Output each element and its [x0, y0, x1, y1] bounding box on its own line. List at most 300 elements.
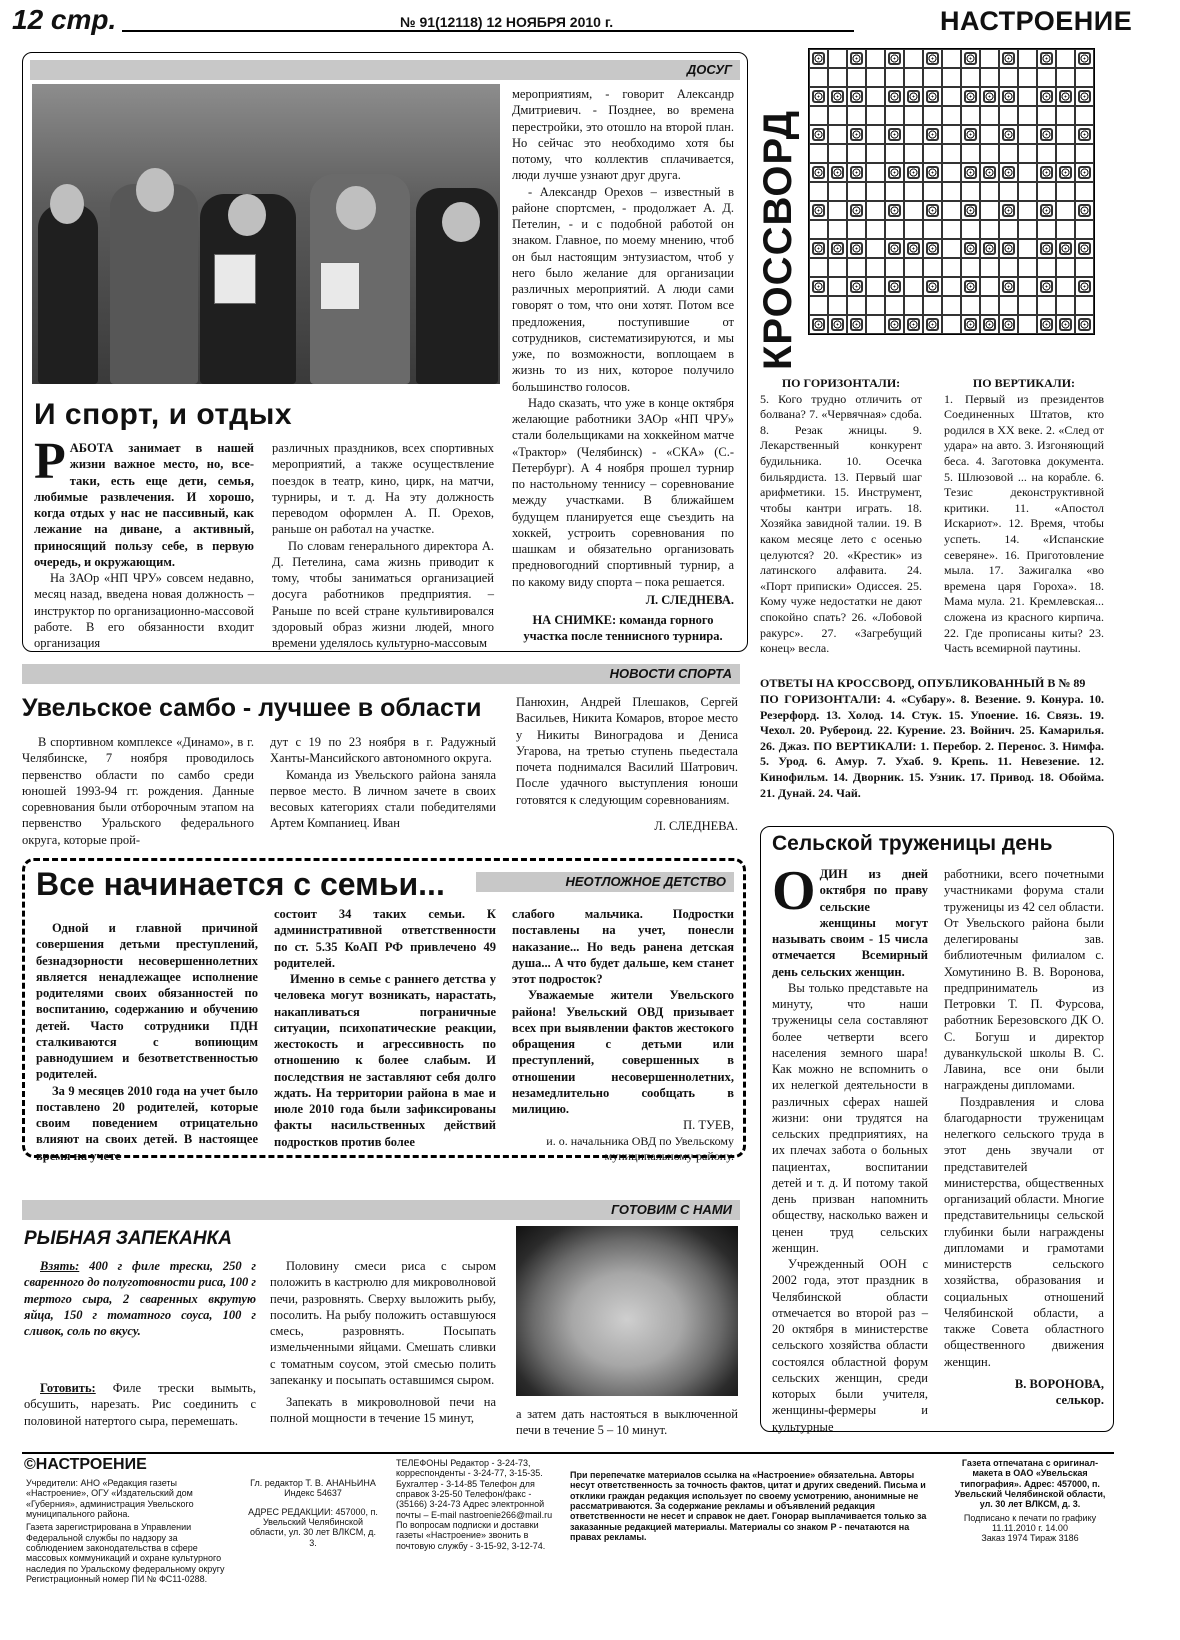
answers-text: ПО ГОРИЗОНТАЛИ: 4. «Субару». 8. Везение. 9. Конура. 10. Резерфорд. 13. Холод. 14. Стук. 15. Упоение. 16. Связь. 19. Чехол. 20. Рубероид. 22. Курение. 23. Войнич. 25. Камарилья. 26. Джаз. ПО ВЕРТИКАЛИ: 1. Перебор. 2. Перенос. 3. Нимфа. 5. Урод. 6. Амур. 7. Ухаб. 9. Крепь. 11. Невезение. 12. Кинофильм. 14. Дворник. 15. Узник. 17. Привод. 18. Обойма. 21. Дунай. 24. Чай.: [760, 692, 1104, 800]
article-column: [512, 86, 734, 645]
crossword-block: [999, 87, 1018, 106]
crossword-cell: [961, 258, 980, 277]
crossword-cell: [847, 144, 866, 163]
crossword-cell: [980, 182, 999, 201]
crossword-cell: [923, 106, 942, 125]
footer-logo: ©НАСТРОЕНИЕ: [24, 1456, 147, 1473]
recipe-column: [270, 1258, 496, 1427]
crossword-block: [1056, 239, 1075, 258]
registration: Газета зарегистрирована в Управлении Федеральной службы по надзору за соблюдением законодательства в сфере массовых коммуникаций и охране культурного наследия по Уральскому федеральному округу: [26, 1522, 225, 1574]
crossword-block: [1037, 239, 1056, 258]
crossword-block: [847, 201, 866, 220]
crossword-cell: [904, 277, 923, 296]
crossword-cell: [1056, 144, 1075, 163]
crossword-block: [999, 125, 1018, 144]
crossword-block: [923, 49, 942, 68]
crossword-cell: [1018, 163, 1037, 182]
crossword-cell: [980, 296, 999, 315]
crossword-cell: [847, 258, 866, 277]
paragraph: Поздравления и слова благодарности труженицам нелегкого сельского труда в этот день звучали от представителей министерства, общественных организаций области. Многие представительницы сельской глубинки были награждены дипломами и грамотами министерств сельского хозяйства, образования и социальных отношений Челябинской области, а также Совета областного общественного движения женщин.: [944, 1094, 1104, 1369]
crossword-cell: [809, 144, 828, 163]
crossword-block: [809, 125, 828, 144]
crossword-cell: [885, 106, 904, 125]
paragraph: Запекать в микроволновой печи на полной мощности в течение 15 минут,: [270, 1395, 496, 1426]
crossword-cell: [847, 296, 866, 315]
crossword-block: [980, 239, 999, 258]
crossword-cell: [866, 315, 885, 334]
down-clues: 1. Первый из президентов Соединенных Штатов, кто родился в XX веке. 2. «След от удара» на авто. 3. Изгоняющий беса. 4. Заготовка документа. 5. Шлюзовой ... на корабле. 6. Тезис деконструктивной критики. 11. «Апостол Искариот». 12. Время, чтобы успеть. 14. «Испанские северяне». 16. Приготовление мыла. 17. Зажигалка «во времена царя Гороха». 18. Мама мула. 21. Кремлевская... сложена из красного кирпича. 22. Где прописаны киты? 23. Часть всемирной паутины.: [944, 391, 1104, 656]
crossword-cell: [828, 182, 847, 201]
crossword-block: [1075, 87, 1094, 106]
crossword-cell: [809, 106, 828, 125]
rubric-urgent-childhood: НЕОТЛОЖНОЕ ДЕТСТВО: [476, 872, 734, 892]
crossword-cell: [942, 87, 961, 106]
crossword-cell: [904, 68, 923, 87]
crossword-cell: [999, 220, 1018, 239]
crossword-block: [809, 201, 828, 220]
crossword-cell: [961, 144, 980, 163]
article-lead: [34, 433, 254, 651]
crossword-block: [885, 277, 904, 296]
crossword-cell: [866, 277, 885, 296]
author-position: селькор.: [1055, 1393, 1104, 1407]
registration-number: Регистрационный номер ПИ № ФС11-0288.: [26, 1574, 208, 1585]
crossword-block: [961, 315, 980, 334]
crossword-down: [944, 376, 1104, 657]
crossword-block: [1075, 201, 1094, 220]
crossword-cell: [809, 68, 828, 87]
crossword-cell: [942, 220, 961, 239]
crossword-block: [809, 87, 828, 106]
person-head: [136, 168, 174, 212]
crossword-block: [885, 315, 904, 334]
crossword-block: [923, 315, 942, 334]
crossword-cell: [942, 49, 961, 68]
crossword-cell: [923, 68, 942, 87]
printer: Газета отпечатана с оригинал-макета в ОАО «Увельская типография». Адрес: 457000, п. Увельский Челябинской области, ул. 30 лет ВЛКСМ, д. 3.: [954, 1458, 1106, 1510]
paragraph: слабого мальчика. Подростки поставлены на учет, понесли наказание... Но ведь ранена детская душа... А что будет дальше, кем станет этот подросток?: [512, 907, 734, 986]
sambo-column: [270, 734, 496, 832]
crossword-block: [1075, 49, 1094, 68]
crossword-cell: [980, 277, 999, 296]
crossword-cell: [961, 220, 980, 239]
crossword-cell: [980, 220, 999, 239]
crossword-block: [904, 87, 923, 106]
paragraph: Учрежденный ООН с 2002 года, этот праздник в Челябинской области отмечается во второй раз – 20 октября в министерстве сельского хозяйства области состоялся областной форум сельских женщин, среди которых были учителя, женщины-фермеры и культурные: [772, 1257, 928, 1434]
dropcap: О: [772, 860, 816, 922]
crossword-cell: [885, 144, 904, 163]
crossword-block: [961, 239, 980, 258]
crossword-cell: [828, 144, 847, 163]
author: П. ТУЕВ,: [683, 1118, 734, 1133]
author: В. ВОРОНОВА,: [1014, 1376, 1104, 1391]
footer-notes: При перепечатке материалов ссылка на «Настроение» обязательна. Авторы несут ответственность за точность фактов, цитат и других сведений. Письма и отклики граждан редакция использует по своему усмотрению, анонимные не рассматриваются. За содержание рекламы и объявлений редакция ответственности не несет и справок не дает. Гонорар выплачивается только за заказанные редакцией материалы. Материалы со знаком Р - печатаются на правах рекламы.: [570, 1470, 927, 1543]
crossword-block: [999, 277, 1018, 296]
women-column: [944, 866, 1104, 1408]
rubric-dosug: ДОСУГ: [30, 60, 740, 80]
address: АДРЕС РЕДАКЦИИ: 457000, п. Увельский Челябинской области, ул. 30 лет ВЛКСМ, д. 3.: [248, 1506, 378, 1548]
crossword-block: [923, 163, 942, 182]
crossword-cell: [866, 258, 885, 277]
family-title: Все начинается с семьи...: [36, 866, 445, 902]
crossword-cell: [942, 296, 961, 315]
paragraph: дут с 19 по 23 ноября в г. Радужный Ханты-Мансийского автономного округа.: [270, 735, 496, 766]
photo-caption: НА СНИМКЕ: команда горного участка после теннисного турнира.: [523, 613, 723, 644]
crossword-block: [828, 239, 847, 258]
recipe-title: РЫБНАЯ ЗАПЕКАНКА: [24, 1228, 233, 1249]
crossword-block: [999, 201, 1018, 220]
crossword-cell: [1037, 258, 1056, 277]
crossword-block: [885, 239, 904, 258]
crossword-cell: [1056, 258, 1075, 277]
crossword-cell: [980, 125, 999, 144]
crossword-block: [885, 125, 904, 144]
crossword-cell: [999, 296, 1018, 315]
crossword-cell: [923, 144, 942, 163]
crossword-cell: [942, 125, 961, 144]
crossword-block: [828, 163, 847, 182]
crossword-block: [904, 315, 923, 334]
crossword-cell: [980, 144, 999, 163]
crossword-block: [961, 163, 980, 182]
crossword-block: [980, 87, 999, 106]
take-text: 400 г филе трески, 250 г сваренного до полуготовности риса, 100 г тертого сыра, 2 сваренных вкрутую яйца, 150 г томатного соуса, 100 г сливок, соль по вкусу.: [24, 1259, 256, 1338]
recipe-column: а затем дать настояться в выключенной печи в течение 5 – 10 минут.: [516, 1407, 738, 1438]
crossword-block: [828, 315, 847, 334]
crossword-cell: [866, 68, 885, 87]
paragraph: Вы только представьте на минуту, что наши труженицы села составляют более четверти всего населения земного шара! Как можно не вспомнить о их нелегкой деятельности в различных сферах нашей жизни: они трудятся на сельских предприятиях, на их плечах забота о больных пациентах, воспитании детей и т. д. И потому такой день призван напомнить обществу, насколько важен и ценен труд сельских женщин.: [772, 980, 928, 1255]
crossword-cell: [1056, 182, 1075, 201]
crossword-block: [885, 163, 904, 182]
crossword-block: [809, 277, 828, 296]
index: Индекс 54637: [284, 1488, 342, 1499]
crossword-block: [1037, 201, 1056, 220]
crossword-block: [847, 125, 866, 144]
crossword-block: [1037, 49, 1056, 68]
lead-text: АБОТА занимает в нашей жизни важное место, но, все-таки, есть еще дети, семья, любимые развлечения. И хорошо, когда отдых у нас не пассивный, как лежание на диване, а активный, приносящий пользу себе, в первую очередь, и окружающим.: [34, 441, 254, 569]
crossword-cell: [1018, 258, 1037, 277]
family-column: [274, 906, 496, 1150]
crossword-cell: [866, 201, 885, 220]
crossword-block: [923, 277, 942, 296]
crossword-cell: [1037, 144, 1056, 163]
crossword-block: [923, 239, 942, 258]
crossword-cell: [1037, 68, 1056, 87]
across-title: ПО ГОРИЗОНТАЛИ:: [781, 376, 901, 390]
crossword-cell: [904, 125, 923, 144]
crossword-block: [1075, 239, 1094, 258]
crossword-cell: [847, 68, 866, 87]
crossword-cell: [999, 106, 1018, 125]
crossword-cell: [1018, 277, 1037, 296]
crossword-cell: [1075, 258, 1094, 277]
crossword-block: [980, 163, 999, 182]
person-head: [336, 186, 376, 230]
crossword-block: [1037, 125, 1056, 144]
crossword-cell: [1075, 182, 1094, 201]
crossword-cell: [980, 106, 999, 125]
crossword-cell: [1018, 201, 1037, 220]
crossword-cell: [828, 68, 847, 87]
crossword-block: [999, 315, 1018, 334]
crossword-cell: [942, 315, 961, 334]
crossword-cell: [904, 49, 923, 68]
crossword-cell: [904, 182, 923, 201]
footer-phones: ТЕЛЕФОНЫ Редактор - 3-24-73, корреспонденты - 3-24-77, 3-15-35. Бухгалтер - 3-14-85 Телефон для справок 3-25-50 Телефон/факс - (35166) 3-24-73 Адрес электронной почты – E-mail nastroenie266@mail.ru По вопросам подписки и доставки газеты «Настроение» звонить в почтовую службу - 3-15-92, 3-12-74.: [396, 1458, 553, 1551]
crossword-block: [1075, 163, 1094, 182]
crossword-cell: [847, 106, 866, 125]
sambo-column: В спортивном комплексе «Динамо», в г. Челябинске, 7 ноября проводилось первенство области по самбо среди юношей 1993-94 гг. рождения. Данные соревнования были отборочным этапом на первенство Уральского федерального округа, которые прой-: [22, 735, 254, 847]
order: Заказ 1974 Тираж 3186: [981, 1533, 1079, 1544]
crossword-block: [1037, 163, 1056, 182]
crossword-block: [847, 239, 866, 258]
crossword-cell: [1075, 106, 1094, 125]
crossword-block: [904, 239, 923, 258]
crossword-cell: [961, 68, 980, 87]
newspaper-brand: НАСТРОЕНИЕ: [940, 6, 1133, 36]
answers-title: ОТВЕТЫ НА КРОССВОРД, ОПУБЛИКОВАННЫЙ В № 89: [760, 676, 1086, 690]
family-column: [512, 906, 734, 1165]
crossword-block: [961, 201, 980, 220]
paragraph: Уважаемые жители Увельского района! Увельский ОВД призывает всех при выявлении фактов жестокого обращения с детьми или преступлений, совершенных в отношении несовершеннолетних, незамедлительно сообщать в милицию.: [512, 988, 734, 1116]
crossword-block: [828, 87, 847, 106]
paragraph: состоит 34 таких семьи. К административной ответственности по ст. 5.35 КоАП РФ привлечено 49 родителей.: [274, 907, 496, 970]
crossword-cell: [828, 106, 847, 125]
crossword-block: [1075, 125, 1094, 144]
crossword-cell: [942, 201, 961, 220]
crossword-cell: [942, 258, 961, 277]
person-head: [50, 184, 84, 224]
paragraph: По словам генерального директора А. Д. Петелина, сама жизнь приводит к тому, чтобы заниматься организацией досуга работников предприятия. – Раньше по всей стране культивировался здоровый образ жизни людей, много времени уделялось культурно-массовым: [272, 538, 494, 650]
crossword-cell: [847, 182, 866, 201]
crossword-cell: [1018, 182, 1037, 201]
crossword-block: [999, 49, 1018, 68]
header-rule: [122, 30, 854, 32]
footer-print: [950, 1458, 1110, 1544]
crossword-cell: [809, 220, 828, 239]
crossword-cell: [1075, 296, 1094, 315]
crossword-block: [1056, 315, 1075, 334]
crossword-cell: [923, 258, 942, 277]
crossword-cell: [904, 144, 923, 163]
crossword-cell: [828, 125, 847, 144]
crossword-cell: [942, 144, 961, 163]
crossword-cell: [866, 220, 885, 239]
crossword-block: [1037, 277, 1056, 296]
crossword-cell: [999, 258, 1018, 277]
crossword-cell: [980, 258, 999, 277]
crossword-cell: [923, 296, 942, 315]
crossword-across: [760, 376, 922, 657]
crossword-block: [923, 87, 942, 106]
crossword-cell: [1056, 49, 1075, 68]
crossword-cell: [885, 182, 904, 201]
paragraph: Панюхин, Андрей Плешаков, Сергей Васильев, Никита Комаров, второе место у Никиты Виноградова и Дениса Угарова, на третью ступень пьедестала почета поднимался Василий Шатрович. После удачного выступления юноши готовятся к следующим соревнованиям.: [516, 695, 738, 807]
crossword-cell: [1075, 144, 1094, 163]
crossword-cell: [809, 258, 828, 277]
crossword-cell: [1018, 87, 1037, 106]
crossword-cell: [866, 125, 885, 144]
crossword-cell: [885, 258, 904, 277]
crossword-cell: [904, 296, 923, 315]
crossword-cell: [1075, 220, 1094, 239]
crossword-block: [980, 315, 999, 334]
author: Л. СЛЕДНЕВА.: [645, 592, 734, 607]
crossword-cell: [1037, 220, 1056, 239]
crossword-cell: [1018, 125, 1037, 144]
crossword-cell: [999, 68, 1018, 87]
footer-founders: [26, 1478, 236, 1584]
crossword-block: [847, 49, 866, 68]
crossword-cell: [980, 68, 999, 87]
rubric-sport-news: НОВОСТИ СПОРТА: [22, 664, 740, 684]
crossword-block: [961, 49, 980, 68]
paragraph: - Александр Орехов – известный в районе спортсмен, - продолжает А. Д. Петелин, - и с подобной работой он знаком. Главное, по моему мнению, чтоб он был настоящим энтузиастом, чтоб у него было желание для организации различных мероприятий. А люди сами говорят о том, что они хотят. Потом все предложения, поступившие от сотрудников, систематизируются, и мы уже, по возможности, воплощаем в жизнь то из них, которое получило большинство голосов.: [512, 184, 734, 394]
footer-rule: [22, 1452, 1114, 1454]
crossword-cell: [942, 163, 961, 182]
crossword-cell: [809, 182, 828, 201]
crossword-block: [847, 163, 866, 182]
casserole-photo: [516, 1226, 738, 1396]
paragraph: На ЗАОр «НП ЧРУ» совсем недавно, месяц назад, введена новая должность – инструктор по организационно-массовой работе. В его обязанности входит организация: [34, 571, 254, 650]
cook-text: Филе трески вымыть, обсушить, нарезать. Рис соединить с половиной натертого сыра, перемешать.: [24, 1381, 256, 1428]
crossword-cell: [828, 220, 847, 239]
crossword-cell: [961, 182, 980, 201]
paragraph: За 9 месяцев 2010 года на учет было поставлено 20 родителей, которые своим поведением отрицательно влияют на своих детей. В настоящее время на учете: [36, 1083, 258, 1163]
crossword-block: [923, 201, 942, 220]
crossword-cell: [904, 258, 923, 277]
founders: Учредители: АНО «Редакция газеты «Настроение», ОГУ «Издательский дом «Губерния», администрация Увельского муниципального района.: [26, 1478, 194, 1520]
sambo-column: [516, 694, 738, 834]
article-column: [272, 440, 494, 651]
crossword-cell: [1056, 125, 1075, 144]
editor: Гл. редактор Т. В. АНАНЬИНА: [250, 1478, 376, 1488]
crossword-block: [999, 239, 1018, 258]
paragraph: работники, всего почетными участниками форума стали труженицы из 42 сел области. От Увельского района были делегированы зав. библиотечным филиалом с. Хомутинино В. В. Воронова, предприниматель из Петровки Т. П. Фурсова, работник Березовского ДК О. С. Богуш и директор дуванкульской школы В. С. Лавина, все они были награждены дипломами.: [944, 867, 1104, 1093]
crossword-block: [885, 87, 904, 106]
crossword-block: [961, 125, 980, 144]
crossword-cell: [885, 296, 904, 315]
crossword-cell: [999, 182, 1018, 201]
crossword-cell: [923, 182, 942, 201]
crossword-cell: [828, 258, 847, 277]
signed: Подписано к печати по графику 11.11.2010 г. 14.00: [963, 1512, 1097, 1534]
crossword-cell: [1018, 315, 1037, 334]
crossword-block: [923, 125, 942, 144]
crossword-cell: [1018, 68, 1037, 87]
cook-label: Готовить:: [40, 1381, 96, 1395]
family-column: [36, 920, 258, 1164]
paragraph: различных праздников, всех спортивных мероприятий, а также осуществление поездок в театр, кино, цирк, на матчи, турниры, и т. д. На эту должность переводом оформлен А. П. Орехов, раньше он работал на участке.: [272, 441, 494, 537]
crossword-cell: [1037, 182, 1056, 201]
person-head: [228, 194, 266, 236]
certificate: [214, 254, 256, 304]
crossword-block: [961, 87, 980, 106]
crossword-block: [809, 49, 828, 68]
down-title: ПО ВЕРТИКАЛИ:: [972, 376, 1076, 390]
crossword-block: [1037, 315, 1056, 334]
women-column: [772, 860, 928, 1435]
crossword-block: [885, 201, 904, 220]
crossword-cell: [1056, 296, 1075, 315]
crossword-cell: [866, 106, 885, 125]
crossword-block: [1056, 87, 1075, 106]
crossword-block: [1075, 315, 1094, 334]
crossword-block: [999, 163, 1018, 182]
crossword-block: [885, 49, 904, 68]
certificate: [320, 262, 360, 310]
crossword-cell: [942, 239, 961, 258]
crossword-cell: [828, 277, 847, 296]
take-label: Взять:: [40, 1259, 80, 1273]
dropcap: Р: [34, 433, 66, 490]
crossword-cell: [1018, 144, 1037, 163]
crossword-cell: [828, 49, 847, 68]
author: Л. СЛЕДНЕВА.: [654, 818, 738, 833]
crossword-cell: [961, 296, 980, 315]
person: [110, 184, 198, 384]
crossword-cell: [1037, 106, 1056, 125]
crossword-cell: [828, 201, 847, 220]
crossword-cell: [885, 220, 904, 239]
article-title: И спорт, и отдых: [34, 398, 293, 431]
crossword-cell: [1018, 49, 1037, 68]
crossword-cell: [885, 68, 904, 87]
crossword-cell: [1056, 68, 1075, 87]
sambo-title: Увельское самбо - лучшее в области: [22, 694, 482, 722]
issue-info: № 91(12118) 12 НОЯБРЯ 2010 г.: [400, 14, 614, 30]
crossword-cell: [961, 106, 980, 125]
crossword-cell: [980, 49, 999, 68]
footer-editor: [248, 1478, 378, 1548]
crossword-block: [1075, 277, 1094, 296]
crossword-cell: [904, 201, 923, 220]
crossword-block: [1037, 87, 1056, 106]
crossword-cell: [809, 296, 828, 315]
paragraph: Надо сказать, что уже в конце октября желающие работники ЗАОр «НП ЧРУ» стали болельщиками на хоккейном матче «Трактор» (Челябинск) - «СКА» (С.-Петербург). А 4 ноября прошел турнир по настольному теннису – соревнование между участками. В ближайшем будущем планируется еще съездить на хоккей, устроить соревнования по шашкам и обязательно организовать предновогодний спортивный турнир, а по какому виду спорта – пока решается.: [512, 395, 734, 589]
crossword-cell: [1018, 296, 1037, 315]
crossword-block: [961, 277, 980, 296]
crossword-cell: [1056, 277, 1075, 296]
crossword-cell: [1018, 239, 1037, 258]
crossword-block: [809, 239, 828, 258]
across-clues: 5. Кого трудно отличить от болвана? 7. «Червячная» сдоба. 8. Резак жницы. 9. Лекарственный конкурент будильника. 10. Осечка бильярдиста. 13. Первый шаг арифметики. 15. Инструмент, чтобы кантри играть. 18. Хозяйка завидной талии. 19. В каком месяце лето с осенью целуются? 20. «Крестик» из латинского алфавита. 24. «Порт приписки» Одиссея. 25. Кому чуже недостатки не дают спокойно спать? 26. «Лобовой ракурс». 27. «Загребущий конец» весла.: [760, 391, 922, 656]
crossword-block: [904, 163, 923, 182]
crossword-cell: [866, 239, 885, 258]
rubric-cooking: ГОТОВИМ С НАМИ: [22, 1200, 740, 1220]
crossword-cell: [904, 106, 923, 125]
paragraph: Половину смеси риса с сыром положить в кастрюлю для микроволновой печи, разровнять. Сверху выложить рыбу, посолить. На рыбу положить оставшуюся смесь, разровнять. Посыпать измельченными яйцами. Смешать сливки с томатным соусом, этой смесью полить запеканку и посыпать оставшимся сыром.: [270, 1259, 496, 1387]
paragraph: Команда из Увельского района заняла первое место. В личном зачете в своих весовых категориях стали победителями Артем Компаниец. Иван: [270, 767, 496, 831]
crossword-block: [1056, 163, 1075, 182]
crossword-cell: [942, 277, 961, 296]
crossword-grid: [808, 48, 1095, 335]
crossword-block: [847, 277, 866, 296]
crossword-cell: [923, 220, 942, 239]
page-number: 12 стр.: [12, 4, 117, 35]
crossword-cell: [866, 296, 885, 315]
author-position: и. о. начальника ОВД по Увельскому муниципальному району.: [546, 1133, 734, 1164]
paragraph: мероприятиям, - говорит Александр Дмитриевич. - Позднее, во времена перестройки, это отошло на второй план. Но сейчас это необходимо хотя бы потому, что коллектив сплачивается, люди лучше узнают друг друга.: [512, 87, 734, 183]
crossword-block: [809, 163, 828, 182]
crossword-cell: [866, 87, 885, 106]
crossword-cell: [1056, 106, 1075, 125]
crossword-block: [847, 87, 866, 106]
paragraph: Именно в семье с раннего детства у человека могут возникать, нарастать, накапливаться пограничные ситуации, психопатические реакции, жестокость и агрессивность по отношению к более слабым. И последствия не заставляют себя долго ждать. На территории района в мае и июле 2010 года были зафиксированы факты насильственных действий подростков против более: [274, 972, 496, 1149]
crossword-cell: [904, 220, 923, 239]
crossword-cell: [828, 296, 847, 315]
crossword-block: [809, 315, 828, 334]
